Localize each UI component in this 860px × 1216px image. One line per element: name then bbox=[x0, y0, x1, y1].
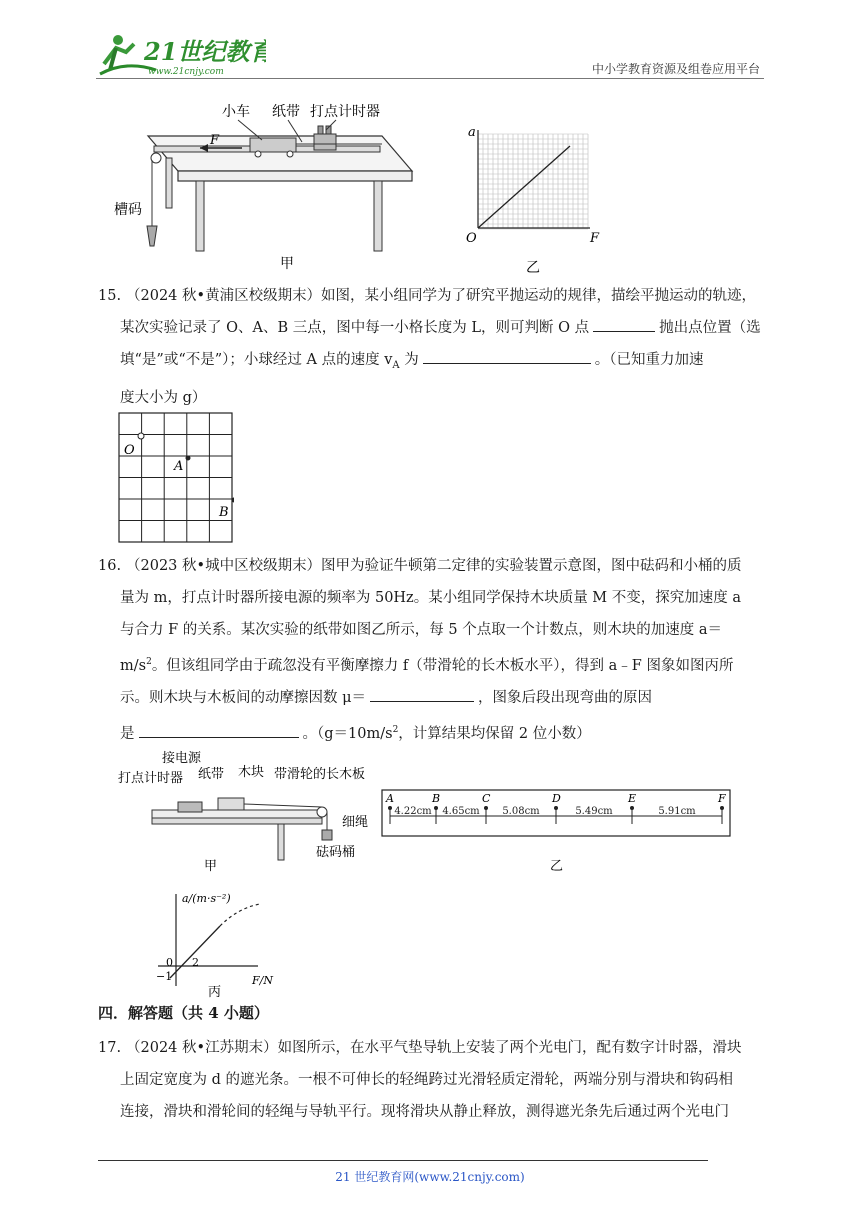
footer-divider bbox=[98, 1160, 708, 1161]
tape-point-label: B bbox=[432, 792, 441, 805]
tape-gap-label: 4.65cm bbox=[442, 806, 480, 817]
q15-line4: 填“是”或“不是”）；小球经过 A 点的速度 v bbox=[120, 352, 393, 368]
q15-line5: 。（已知重力加速 bbox=[594, 352, 704, 368]
tape-gap-label: 5.49cm bbox=[575, 806, 613, 817]
board-label: 带滑轮的长木板 bbox=[274, 767, 366, 782]
q15-grid-figure bbox=[118, 412, 234, 544]
power-label: 接电源 bbox=[162, 751, 202, 766]
q15-sub-A: A bbox=[392, 359, 400, 371]
point-A-label: A bbox=[174, 459, 184, 474]
tape-point-label: A bbox=[386, 792, 394, 805]
q16-line5a: 示。则木块与木板间的动摩擦因数 μ＝ bbox=[120, 689, 367, 706]
tape-label-16: 纸带 bbox=[198, 767, 225, 782]
q16-blank-reason[interactable] bbox=[139, 723, 299, 738]
timer-label: 打点计时器 bbox=[310, 104, 380, 120]
q17-line2: 上固定宽度为 d 的遮光条。一根不可伸长的轻绳跨过光滑轻质定滑轮，两端分别与滑块和钩码相 bbox=[120, 1072, 733, 1088]
figure-16-graph bbox=[148, 888, 288, 998]
tape-gap-label: 5.91cm bbox=[658, 806, 696, 817]
tape-point-label: F bbox=[718, 792, 726, 805]
tape-gap-label: 5.08cm bbox=[502, 806, 540, 817]
q15-line4b: 为 bbox=[404, 352, 419, 368]
q15-blank-2[interactable] bbox=[423, 349, 591, 364]
q17-number: 17. bbox=[98, 1040, 122, 1056]
tape-point-label: C bbox=[482, 792, 491, 805]
platform-name: 中小学教育资源及组卷应用平台 bbox=[591, 62, 760, 76]
site-logo bbox=[96, 30, 266, 80]
caption-bing: 丙 bbox=[208, 985, 222, 998]
caption-jia: 甲 bbox=[280, 256, 294, 272]
q15-number: 15. bbox=[98, 288, 122, 304]
q15-line3: 抛出点位置（选 bbox=[659, 320, 761, 336]
header-divider bbox=[96, 78, 764, 79]
q16-sup1: 2 bbox=[146, 657, 152, 667]
timer-label-16: 打点计时器 bbox=[118, 771, 184, 786]
q15-line6: 度大小为 g） bbox=[120, 389, 207, 406]
car-label: 小车 bbox=[222, 104, 250, 120]
q16-line6a: 是 bbox=[120, 725, 135, 742]
q17-line1: （2024 秋•江苏期末）如图所示，在水平气垫导轨上安装了两个光电门，配有数字计时器，滑块 bbox=[126, 1040, 742, 1056]
figure-16-tape bbox=[380, 788, 736, 878]
graph-ylabel: a/(m·s⁻²) bbox=[182, 892, 231, 905]
bucket-label: 砝码桶 bbox=[316, 845, 356, 860]
footer-link[interactable]: 21 世纪教育网(www.21cnjy.com) bbox=[335, 1170, 525, 1184]
tape-gap-label: 4.22cm bbox=[394, 806, 432, 817]
q16-line4b: 。但该组同学由于疏忽没有平衡摩擦力 f（带滑轮的长木板水平），得到 a﹣F 图象如图丙所 bbox=[151, 657, 734, 674]
section-4-title: 四．解答题（共 4 小题） bbox=[98, 1004, 269, 1022]
q15-line2: 某次实验记录了 O、A、B 三点，图中每一小格长度为 L，则可判断 O 点 bbox=[120, 320, 590, 336]
rope-label: 细绳 bbox=[342, 815, 369, 830]
q16-line1: （2023 秋•城中区校级期末）图甲为验证牛顿第二定律的实验装置示意图，图中砝码和小桶的质 bbox=[126, 558, 742, 574]
axis-F-label: F bbox=[590, 231, 600, 246]
tick-0: 0 bbox=[166, 956, 173, 969]
figure-14-apparatus bbox=[112, 96, 432, 276]
tick-2: 2 bbox=[192, 956, 199, 969]
tape-point-label: D bbox=[552, 792, 561, 805]
q16-blank-mu[interactable] bbox=[370, 687, 474, 702]
q16-number: 16. bbox=[98, 558, 122, 574]
weight-label: 槽码 bbox=[114, 202, 142, 218]
question-17 bbox=[98, 1032, 764, 1128]
caption-yi: 乙 bbox=[526, 260, 540, 276]
q16-line6b: 。（g＝10m/s bbox=[302, 725, 393, 742]
question-16 bbox=[98, 550, 764, 750]
axis-a-label: a bbox=[468, 125, 476, 140]
q15-blank-1[interactable] bbox=[593, 317, 655, 332]
q16-sup2: 2 bbox=[392, 724, 399, 735]
tape-point-label: E bbox=[628, 792, 637, 805]
point-O-label: O bbox=[124, 443, 135, 458]
q15-line1: （2024 秋•黄浦区校级期末）如图，某小组同学为了研究平抛运动的规律，描绘平抛运动的轨迹， bbox=[126, 288, 757, 304]
q16-line3: 与合力 F 的关系。某次实验的纸带如图乙所示，每 5 个点取一个计数点，则木块的加速度 a＝ bbox=[120, 622, 722, 638]
tape-label: 纸带 bbox=[272, 104, 300, 120]
caption-yi-16: 乙 bbox=[550, 859, 564, 874]
caption-jia-16: 甲 bbox=[204, 859, 218, 874]
figure-16-apparatus bbox=[118, 748, 378, 876]
block-label: 木块 bbox=[238, 765, 265, 780]
logo-url: www.21cnjy.com bbox=[148, 67, 224, 77]
question-15 bbox=[98, 280, 764, 414]
graph-xlabel: F/N bbox=[252, 974, 273, 987]
q16-line2: 量为 m，打点计时器所接电源的频率为 50Hz。某小组同学保持木块质量 M 不变，探究加速度 a bbox=[120, 590, 742, 606]
tick-neg1: −1 bbox=[156, 970, 173, 983]
figure-14-graph bbox=[462, 120, 612, 278]
point-B-label: B bbox=[219, 505, 229, 520]
q16-line6c: ，计算结果均保留 2 位小数） bbox=[398, 725, 591, 742]
logo-text: 21世纪教育 bbox=[144, 37, 266, 66]
force-label: F bbox=[210, 133, 220, 148]
q16-line4a: m/s bbox=[120, 657, 147, 674]
q17-line3: 连接，滑块和滑轮间的轻绳与导轨平行。现将滑块从静止释放，测得遮光条先后通过两个光电门 bbox=[120, 1104, 729, 1120]
q16-line5b: ，图象后段出现弯曲的原因 bbox=[478, 689, 653, 706]
origin-label: O bbox=[466, 231, 477, 246]
